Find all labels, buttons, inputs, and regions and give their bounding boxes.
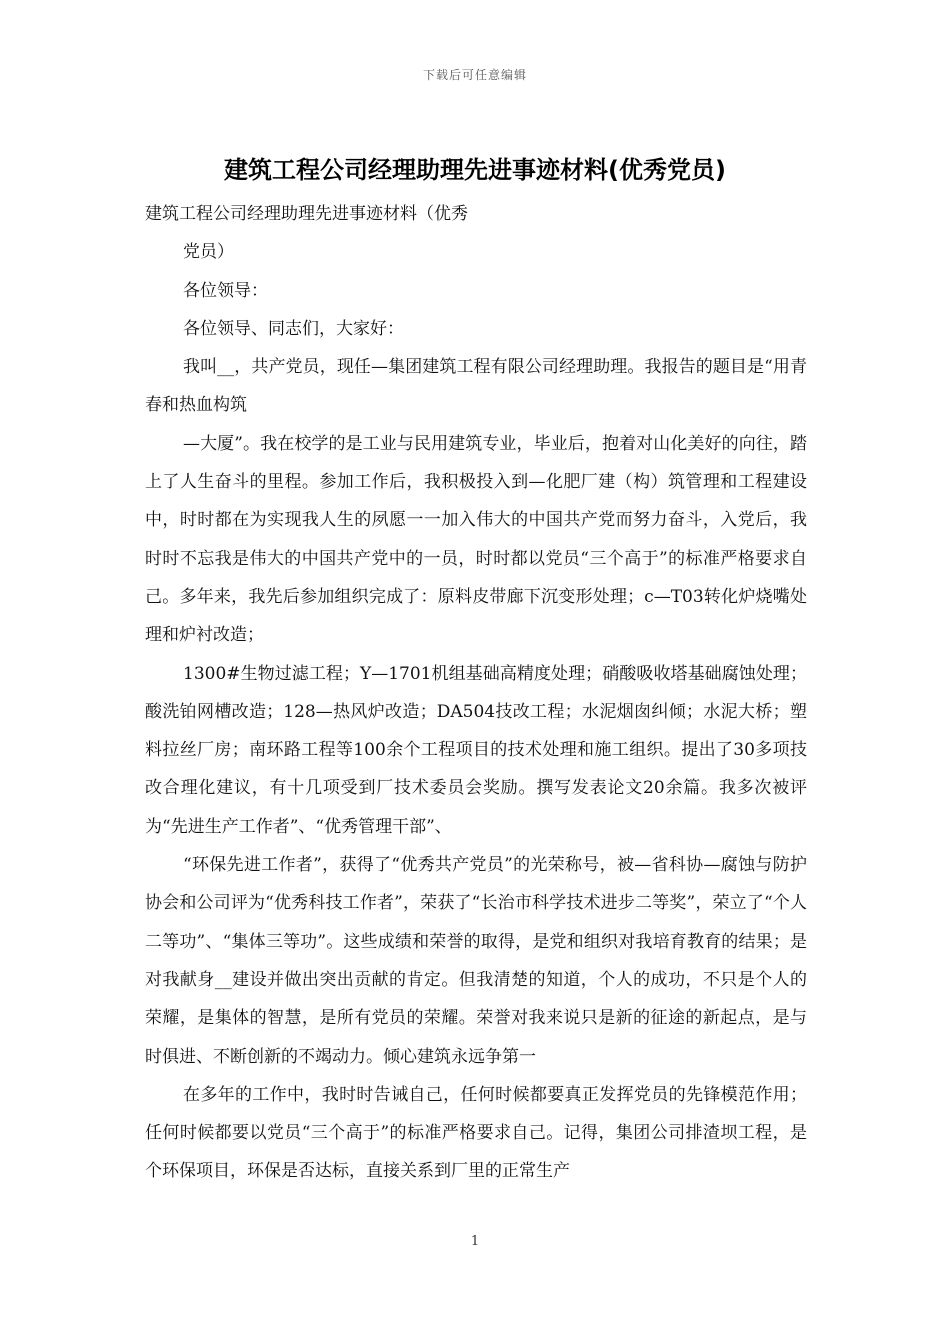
paragraph-work: 在多年的工作中，我时时告诫自己，任何时候都要真正发挥党员的先锋模范作用；任何时候都要以党员“三个高于”的标准严格要求自己。记得，集团公司排渣坝工程，是个环保项目，环保是否达标，直接关系到厂里的正常生产 — [145, 1084, 807, 1182]
page-header-note: 下载后可任意编辑 — [422, 68, 527, 82]
document-body — [145, 195, 807, 1191]
paragraph-subtitle-cont: 党员） — [183, 242, 234, 263]
paragraph-greeting: 各位领导、同志们，大家好： — [183, 318, 404, 339]
paragraph-subtitle: 建筑工程公司经理助理先进事迹材料（优秀 — [145, 204, 468, 224]
paragraph-intro: 我叫__，共产党员，现任—集团建筑工程有限公司经理助理。我报告的题目是“用青春和热血构筑 — [145, 357, 807, 416]
page-number: 1 — [470, 1234, 480, 1249]
document-title: 建筑工程公司经理助理先进事迹材料(优秀党员) — [224, 156, 726, 184]
paragraph-salutation: 各位领导： — [183, 280, 268, 301]
paragraph-career: —大厦”。我在校学的是工业与民用建筑专业，毕业后，抱着对山化美好的向往，踏上了人生奋斗的里程。参加工作后，我积极投入到—化肥厂建（构）筑管理和工程建设中，时时都在为实现我人生的夙愿一一加入伟大的中国共产党而努力奋斗，入党后，我时时不忘我是伟大的中国共产党中的一员，时时都以党员“三个高于”的标准严格要求自己。多年来，我先后参加组织完成了：原料皮带廊下沉变形处理；c—T03转化炉烧嘴处理和炉衬改造； — [145, 433, 807, 646]
paragraph-honors: “环保先进工作者”，获得了“优秀共产党员”的光荣称号，被—省科协—腐蚀与防护协会和公司评为“优秀科技工作者”，荣获了“长治市科学技术进步二等奖”，荣立了“个人二等功”、“集体三等功”。这些成绩和荣誉的取得，是党和组织对我培育教育的结果；是对我献身__建设并做出突出贡献的肯定。但我清楚的知道，个人的成功，不只是个人的荣耀，是集体的智慧，是所有党员的荣耀。荣誉对我来说只是新的征途的新起点，是与时俱进、不断创新的不竭动力。倾心建筑永远争第一 — [145, 855, 807, 1067]
paragraph-projects: 1300#生物过滤工程；Y—1701机组基础高精度处理；硝酸吸收塔基础腐蚀处理；酸洗铂网槽改造；128—热风炉改造；DA504技改工程；水泥烟囱纠倾；水泥大桥；塑料拉丝厂房；南环路工程等100余个工程项目的技术处理和施工组织。提出了30多项技改合理化建议，有十几项受到厂技术委员会奖励。撰写发表论文20余篇。我多次被评为“先进生产工作者”、“优秀管理干部”、 — [145, 663, 807, 837]
